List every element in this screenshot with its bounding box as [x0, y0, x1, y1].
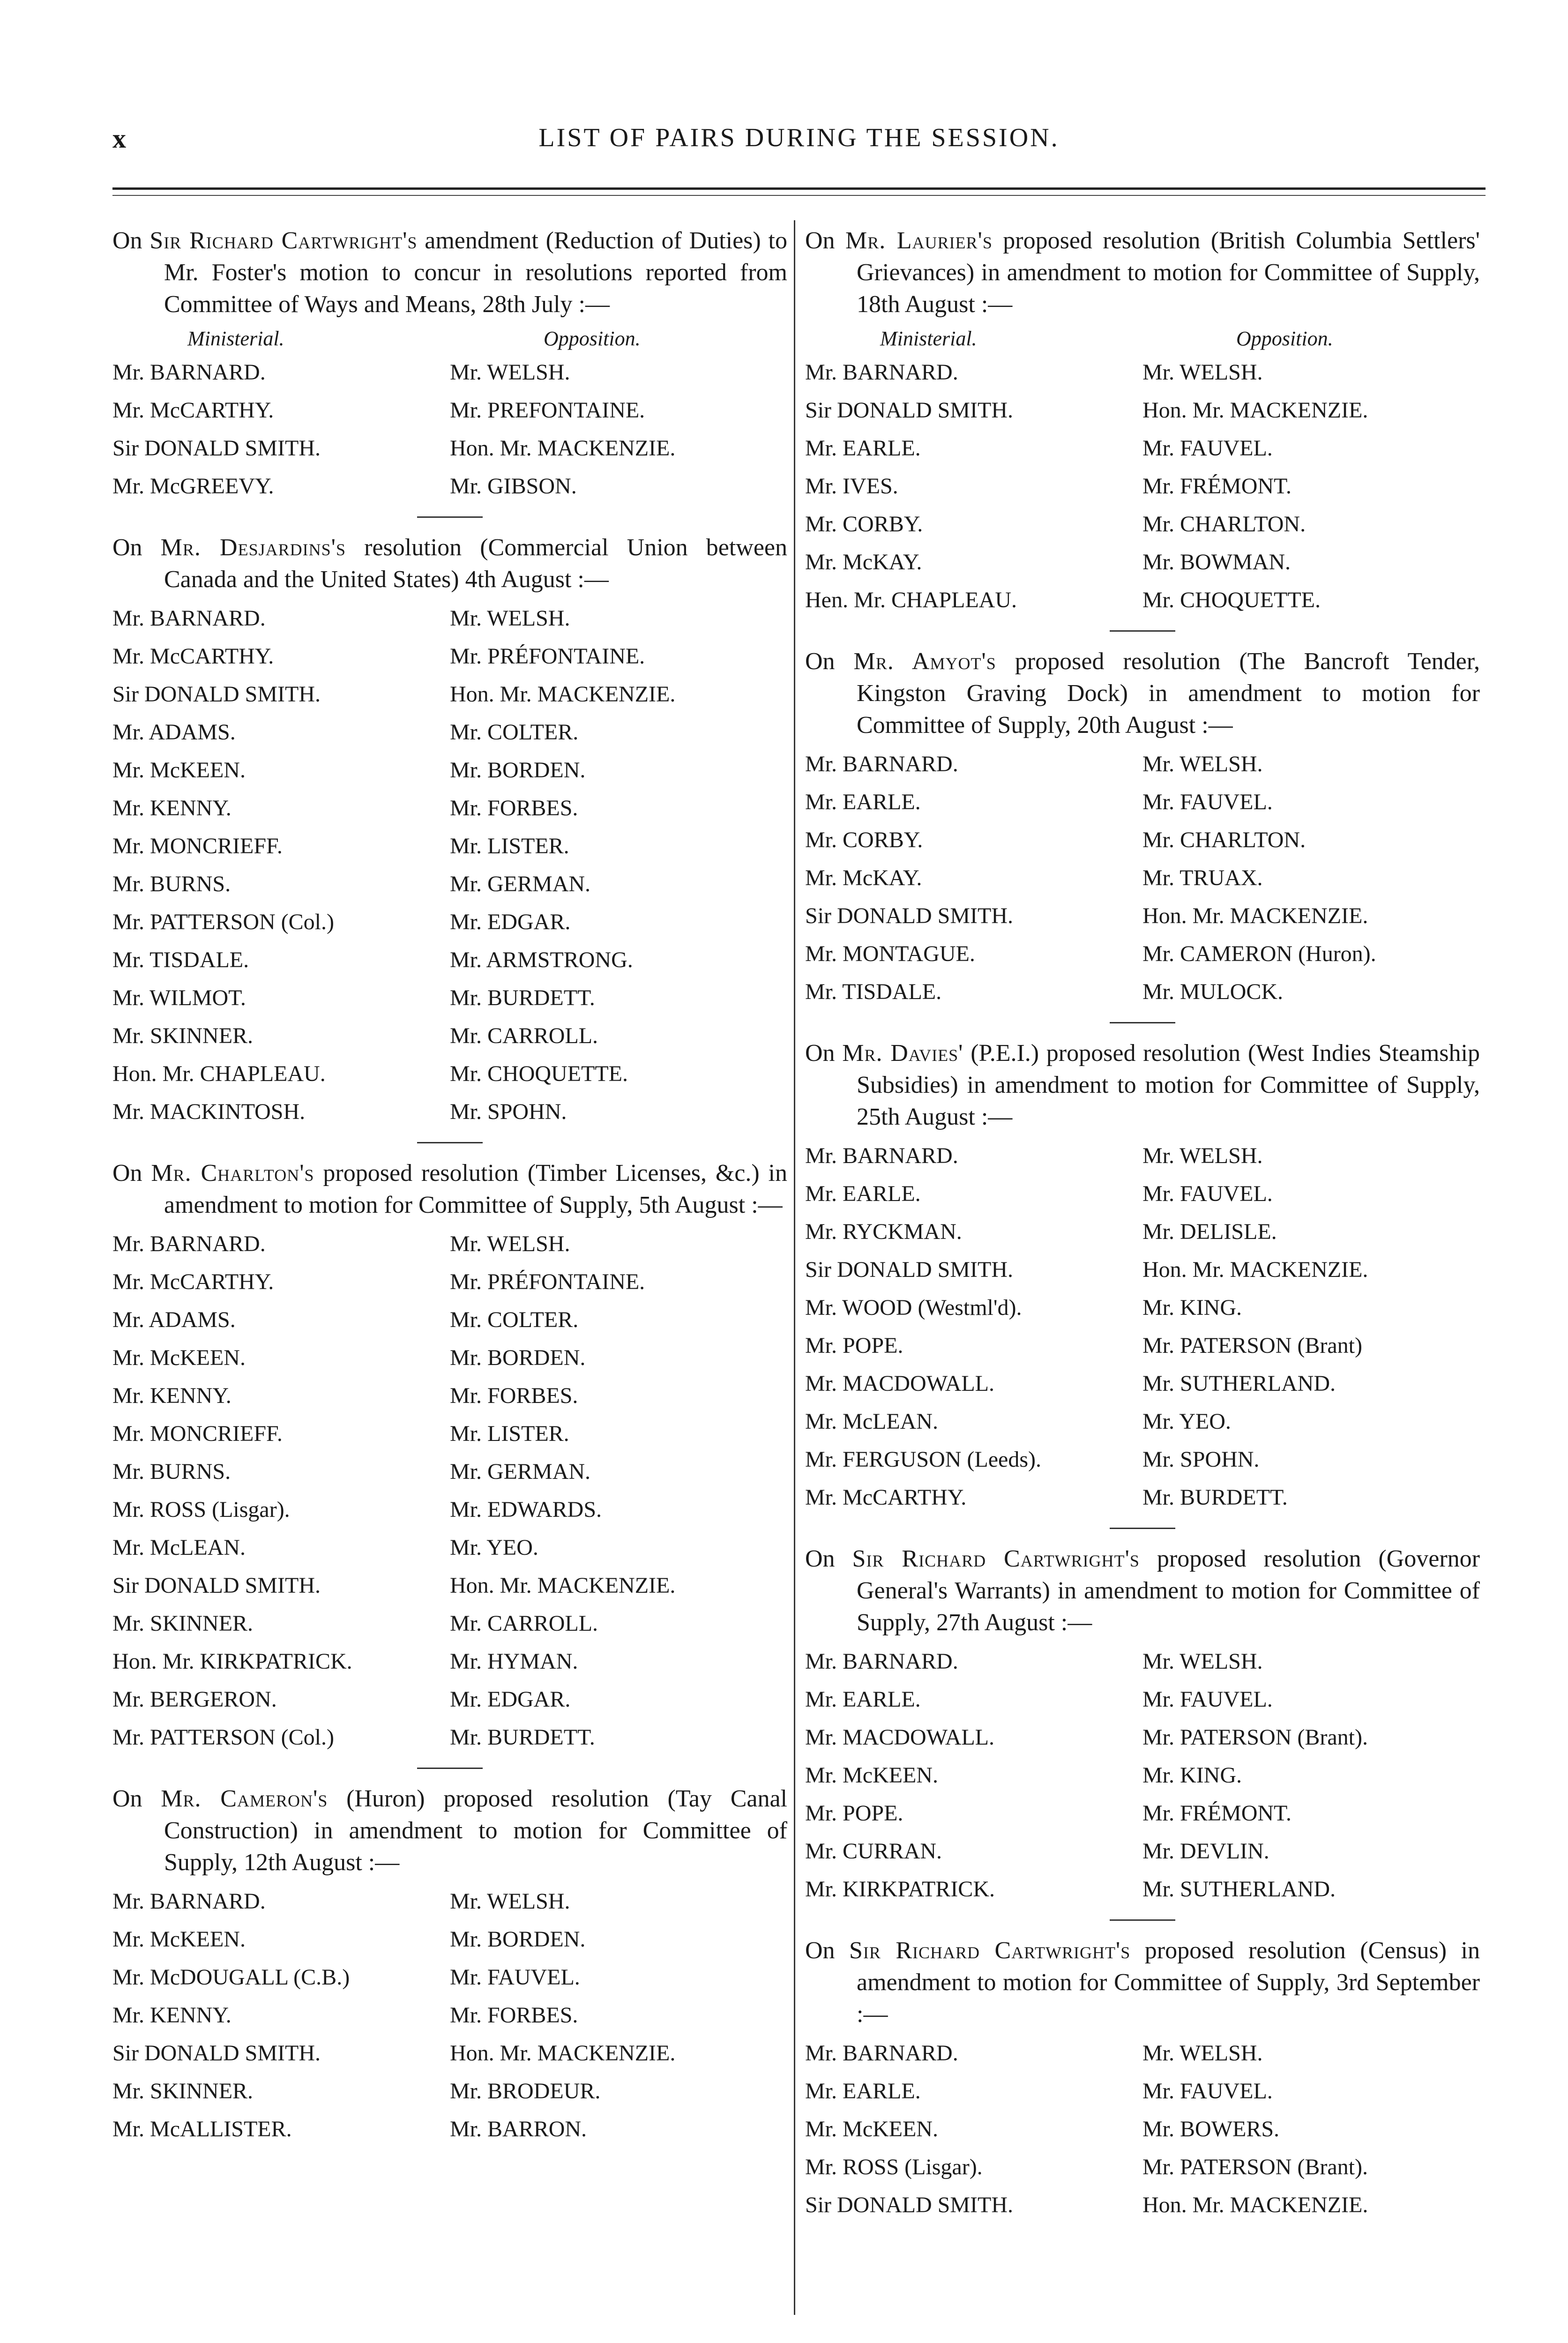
mover-name: Sir Richard Cartwright's — [149, 227, 418, 254]
pair-row — [112, 1680, 787, 1718]
opposition-member: Mr. WELSH. — [1142, 1143, 1263, 1168]
mover-name: Mr. Amyot's — [853, 648, 996, 675]
opposition-member: Mr. WELSH. — [450, 1231, 570, 1256]
pair-row — [112, 1996, 787, 2034]
ministerial-member: Mr. BARNARD. — [805, 1649, 958, 1674]
opposition-member: Mr. GERMAN. — [450, 872, 591, 896]
pair-row — [112, 941, 787, 979]
pair-row — [805, 1718, 1480, 1756]
opposition-member: Mr. FAUVEL. — [1142, 436, 1273, 461]
ministerial-member: Hon. Mr. KIRKPATRICK. — [112, 1649, 352, 1674]
intro-text: proposed resolution (Governor General's Warrants) in amendment to motion for Committee of Supply, 27th August :— — [857, 1545, 1480, 1636]
ministerial-member: Mr. BARNARD. — [805, 2041, 958, 2066]
pair-row — [805, 2072, 1480, 2110]
section-intro: On Mr. Cameron's (Huron) proposed resolution (Tay Canal Construction) in amendment to motion for Committee of Supply, 12th August :— — [112, 1785, 787, 1876]
section-separator — [1110, 630, 1175, 632]
ministerial-member: Mr. EARLE. — [805, 1181, 921, 1206]
section-separator — [1110, 1528, 1175, 1529]
pair-row — [805, 1440, 1480, 1478]
running-title: LIST OF PAIRS DURING THE SESSION. — [538, 123, 1060, 152]
opposition-member: Hon. Mr. MACKENZIE. — [450, 2041, 676, 2066]
opposition-member: Mr. BRODEUR. — [450, 2079, 601, 2104]
pair-row — [112, 1093, 787, 1131]
section-intro: On Mr. Davies' (P.E.I.) proposed resolution (West Indies Steamship Subsidies) in amendment to motion for Committee of Supply, 25th August :— — [805, 1040, 1480, 1130]
opposition-member: Mr. FAUVEL. — [450, 1965, 580, 1990]
pair-row — [112, 1301, 787, 1339]
pair-row — [805, 935, 1480, 973]
ministerial-member: Mr. McKAY. — [805, 550, 922, 575]
ministerial-member: Mr. EARLE. — [805, 790, 921, 814]
opposition-member: Mr. COLTER. — [450, 1307, 579, 1332]
ministerial-member: Mr. PATTERSON (Col.) — [112, 910, 334, 934]
pair-row — [112, 353, 787, 391]
pair-row — [112, 1920, 787, 1958]
opposition-member: Hon. Mr. MACKENZIE. — [1142, 398, 1368, 423]
ministerial-member: Mr. BARNARD. — [112, 1889, 266, 1914]
pair-row — [805, 1365, 1480, 1403]
opposition-member: Mr. FRÉMONT. — [1142, 1801, 1292, 1826]
opposition-member: Mr. CAMERON (Huron). — [1142, 941, 1376, 966]
opposition-member: Mr. CHOQUETTE. — [1142, 588, 1321, 612]
opposition-member: Mr. FORBES. — [450, 796, 578, 821]
ministerial-member: Sir DONALD SMITH. — [805, 903, 1013, 928]
ministerial-member: Sir DONALD SMITH. — [805, 1257, 1013, 1282]
column-headings — [805, 324, 1480, 353]
section-intro: On Sir Richard Cartwright's amendment (Reduction of Duties) to Mr. Foster's motion to concur in resolutions reported from Committee of Ways and Means, 28th July :— — [112, 227, 787, 318]
ministerial-member: Mr. BARNARD. — [112, 1231, 266, 1256]
pair-row — [805, 2034, 1480, 2072]
pair-row — [805, 1478, 1480, 1516]
pair-row — [805, 1642, 1480, 1680]
opposition-member: Mr. CARROLL. — [450, 1023, 598, 1048]
ministerial-member: Mr. ADAMS. — [112, 1307, 236, 1332]
ministerial-member: Sir DONALD SMITH. — [805, 2193, 1013, 2217]
pair-section — [112, 1783, 787, 2148]
ministerial-member: Sir DONALD SMITH. — [805, 398, 1013, 423]
opposition-member: Mr. YEO. — [1142, 1409, 1231, 1434]
ministerial-member: Mr. CURRAN. — [805, 1839, 942, 1864]
ministerial-member: Mr. MACKINTOSH. — [112, 1099, 306, 1124]
opposition-member: Hon. Mr. MACKENZIE. — [450, 682, 676, 707]
ministerial-member: Mr. CORBY. — [805, 828, 923, 852]
pair-row — [805, 1832, 1480, 1870]
intro-text: proposed resolution (Census) in amendment to motion for Committee of Supply, 3rd September :— — [857, 1937, 1480, 2028]
heading-ministerial: Ministerial. — [187, 327, 284, 350]
opposition-member: Mr. KING. — [1142, 1763, 1242, 1788]
opposition-member: Mr. PATERSON (Brant). — [1142, 2155, 1368, 2179]
pair-row — [805, 1137, 1480, 1175]
ministerial-member: Mr. KIRKPATRICK. — [805, 1877, 995, 1902]
ministerial-member: Mr. BARNARD. — [805, 1143, 958, 1168]
pair-row — [805, 1327, 1480, 1365]
ministerial-member: Mr. McCARTHY. — [112, 644, 274, 669]
ministerial-member: Mr. MONCRIEFF. — [112, 1421, 283, 1446]
ministerial-member: Mr. POPE. — [805, 1801, 903, 1826]
ministerial-member: Mr. KENNY. — [112, 796, 231, 821]
pair-row — [805, 353, 1480, 391]
opposition-member: Mr. BURDETT. — [1142, 1485, 1288, 1510]
pair-row — [805, 581, 1480, 619]
ministerial-member: Mr. TISDALE. — [112, 948, 249, 972]
pair-row — [112, 2110, 787, 2148]
pair-row — [112, 1642, 787, 1680]
ministerial-member: Mr. FERGUSON (Leeds). — [805, 1447, 1041, 1472]
section-separator — [417, 516, 483, 518]
ministerial-member: Mr. McGREEVY. — [112, 474, 274, 499]
opposition-member: Mr. WELSH. — [450, 360, 570, 385]
ministerial-member: Mr. McKEEN. — [112, 1345, 246, 1370]
opposition-member: Mr. PRÉFONTAINE. — [450, 644, 645, 669]
ministerial-member: Mr. MONTAGUE. — [805, 941, 975, 966]
pair-row — [112, 713, 787, 751]
ministerial-member: Mr. BARNARD. — [112, 606, 266, 631]
opposition-member: Mr. WELSH. — [1142, 2041, 1263, 2066]
pair-section — [805, 1935, 1480, 2224]
pair-row — [112, 1882, 787, 1920]
opposition-member: Mr. SUTHERLAND. — [1142, 1371, 1336, 1396]
pair-row — [805, 745, 1480, 783]
pair-row — [112, 903, 787, 941]
pair-row — [112, 1958, 787, 1996]
section-intro: On Mr. Desjardins's resolution (Commercial Union between Canada and the United States) 4th August :— — [112, 534, 788, 593]
pair-row — [805, 1680, 1480, 1718]
section-separator — [1110, 1919, 1175, 1921]
opposition-member: Mr. CARROLL. — [450, 1611, 598, 1636]
pair-row — [112, 1453, 787, 1491]
pair-row — [112, 1718, 787, 1756]
pair-row — [112, 865, 787, 903]
ministerial-member: Mr. EARLE. — [805, 2079, 921, 2104]
intro-text: proposed resolution (The Bancroft Tender, Kingston Graving Dock) in amendment to motion for Committee of Supply, 20th August :— — [857, 648, 1480, 739]
opposition-member: Mr. GIBSON. — [450, 474, 577, 499]
ministerial-member: Mr. McCARTHY. — [112, 1269, 274, 1294]
ministerial-member: Mr. McCARTHY. — [805, 1485, 967, 1510]
intro-text: proposed resolution (British Columbia Settlers' Grievances) in amendment to motion for Committee of Supply, 18th August :— — [857, 227, 1480, 318]
pair-row — [805, 897, 1480, 935]
pair-row — [112, 1339, 787, 1377]
pair-row — [112, 1567, 787, 1604]
opposition-member: Mr. CHARLTON. — [1142, 828, 1306, 852]
opposition-member: Mr. DEVLIN. — [1142, 1839, 1269, 1864]
header-rule-thin — [112, 195, 1486, 196]
ministerial-member: Mr. BARNARD. — [805, 360, 958, 385]
mover-name: Mr. Cameron's — [161, 1785, 328, 1812]
section-separator — [1110, 1022, 1175, 1023]
ministerial-member: Mr. KENNY. — [112, 2003, 231, 2028]
header-rule — [112, 187, 1486, 190]
pair-row — [805, 973, 1480, 1011]
ministerial-member: Mr. McLEAN. — [805, 1409, 938, 1434]
opposition-member: Mr. TRUAX. — [1142, 866, 1263, 890]
pair-row — [805, 1794, 1480, 1832]
ministerial-member: Mr. McKAY. — [805, 866, 922, 890]
opposition-member: Hon. Mr. MACKENZIE. — [1142, 903, 1368, 928]
intro-text: proposed resolution (Timber Licenses, &c.) in amendment to motion for Committee of Supply, 5th August :— — [164, 1160, 787, 1218]
opposition-member: Mr. FAUVEL. — [1142, 790, 1273, 814]
heading-ministerial: Ministerial. — [880, 327, 977, 350]
ministerial-member: Mr. POPE. — [805, 1333, 903, 1358]
pair-row — [805, 467, 1480, 505]
opposition-member: Mr. EDGAR. — [450, 1687, 571, 1712]
opposition-member: Mr. BURDETT. — [450, 1725, 595, 1750]
ministerial-member: Sir DONALD SMITH. — [112, 682, 321, 707]
opposition-member: Mr. GERMAN. — [450, 1459, 591, 1484]
pair-row — [112, 827, 787, 865]
ministerial-member: Mr. EARLE. — [805, 1687, 921, 1712]
section-intro: On Mr. Amyot's proposed resolution (The Bancroft Tender, Kingston Graving Dock) in amendment to motion for Committee of Supply, 20th August :— — [805, 648, 1480, 739]
opposition-member: Mr. HYMAN. — [450, 1649, 578, 1674]
opposition-member: Mr. FAUVEL. — [1142, 2079, 1273, 2104]
section-intro: On Sir Richard Cartwright's proposed resolution (Governor General's Warrants) in amendment to motion for Committee of Supply, 27th August :— — [805, 1545, 1480, 1636]
pair-row — [805, 2110, 1480, 2148]
pair-row — [805, 2148, 1480, 2186]
pair-row — [805, 543, 1480, 581]
ministerial-member: Mr. ROSS (Lisgar). — [112, 1497, 290, 1522]
pair-row — [112, 429, 787, 467]
ministerial-member: Mr. ROSS (Lisgar). — [805, 2155, 983, 2179]
ministerial-member: Mr. BURNS. — [112, 1459, 231, 1484]
ministerial-member: Mr. McCARTHY. — [112, 398, 274, 423]
mover-name: Mr. Davies' — [842, 1040, 963, 1067]
opposition-member: Mr. PREFONTAINE. — [450, 398, 645, 423]
pair-row — [112, 675, 787, 713]
pair-row — [805, 1175, 1480, 1213]
pair-section — [112, 532, 787, 1143]
intro-text: (P.E.I.) proposed resolution (West Indies Steamship Subsidies) in amendment to motion for Committee of Supply, 25th August :— — [857, 1040, 1480, 1130]
opposition-member: Hon. Mr. MACKENZIE. — [450, 1573, 676, 1598]
pair-row — [805, 859, 1480, 897]
pair-section — [805, 1543, 1480, 1921]
pair-row — [805, 1403, 1480, 1440]
ministerial-member: Mr. MONCRIEFF. — [112, 834, 283, 858]
pair-section — [112, 1157, 787, 1769]
ministerial-member: Mr. WILMOT. — [112, 985, 246, 1010]
column-divider — [794, 220, 795, 2315]
ministerial-member: Mr. CORBY. — [805, 512, 923, 537]
opposition-member: Mr. BOWERS. — [1142, 2117, 1280, 2142]
ministerial-member: Mr. MACDOWALL. — [805, 1371, 994, 1396]
pair-section — [805, 225, 1480, 632]
opposition-member: Mr. WELSH. — [1142, 1649, 1263, 1674]
opposition-member: Mr. FORBES. — [450, 1383, 578, 1408]
opposition-member: Mr. PATERSON (Brant). — [1142, 1725, 1368, 1750]
opposition-member: Mr. LISTER. — [450, 834, 569, 858]
pair-row — [805, 429, 1480, 467]
ministerial-member: Mr. SKINNER. — [112, 2079, 254, 2104]
pair-row — [112, 637, 787, 675]
pair-section — [112, 225, 787, 518]
pair-row — [805, 1756, 1480, 1794]
ministerial-member: Mr. BARNARD. — [805, 752, 958, 776]
opposition-member: Mr. SPOHN. — [1142, 1447, 1260, 1472]
intro-text: (Huron) proposed resolution (Tay Canal Construction) in amendment to motion for Committee of Supply, 12th August :— — [164, 1785, 787, 1876]
opposition-member: Mr. BURDETT. — [450, 985, 595, 1010]
ministerial-member: Mr. McALLISTER. — [112, 2117, 292, 2142]
intro-text: resolution (Commercial Union between Canada and the United States) 4th August :— — [164, 534, 788, 593]
section-intro: On Mr. Laurier's proposed resolution (British Columbia Settlers' Grievances) in amendment to motion for Committee of Supply, 18th August :— — [805, 227, 1480, 318]
section-separator — [417, 1142, 483, 1143]
pair-row — [805, 783, 1480, 821]
opposition-member: Mr. DELISLE. — [1142, 1219, 1277, 1244]
opposition-member: Hon. Mr. MACKENZIE. — [1142, 1257, 1368, 1282]
ministerial-member: Mr. McLEAN. — [112, 1535, 246, 1560]
opposition-member: Mr. LISTER. — [450, 1421, 569, 1446]
opposition-member: Mr. KING. — [1142, 1295, 1242, 1320]
intro-text: amendment (Reduction of Duties) to Mr. Foster's motion to concur in resolutions reported from Committee of Ways and Means, 28th July :— — [164, 227, 787, 318]
left-column — [112, 225, 787, 2158]
mover-name: Mr. Desjardins's — [160, 534, 346, 561]
opposition-member: Mr. FORBES. — [450, 2003, 578, 2028]
ministerial-member: Mr. EARLE. — [805, 436, 921, 461]
mover-name: Mr. Laurier's — [845, 227, 993, 254]
pair-row — [112, 1225, 787, 1263]
pair-row — [112, 751, 787, 789]
heading-opposition: Opposition. — [1236, 327, 1333, 350]
opposition-member: Mr. WELSH. — [1142, 752, 1263, 776]
ministerial-member: Mr. KENNY. — [112, 1383, 231, 1408]
pair-row — [112, 1263, 787, 1301]
opposition-member: Mr. WELSH. — [1142, 360, 1263, 385]
opposition-member: Mr. WELSH. — [450, 606, 570, 631]
column-headings — [112, 324, 787, 353]
ministerial-member: Mr. WOOD (Westml'd). — [805, 1295, 1022, 1320]
pair-row — [112, 1415, 787, 1453]
ministerial-member: Mr. McKEEN. — [112, 1927, 246, 1952]
ministerial-member: Mr. McKEEN. — [112, 758, 246, 783]
opposition-member: Mr. CHOQUETTE. — [450, 1061, 628, 1086]
ministerial-member: Mr. SKINNER. — [112, 1023, 254, 1048]
opposition-member: Hon. Mr. MACKENZIE. — [450, 436, 676, 461]
opposition-member: Mr. BORDEN. — [450, 1927, 586, 1952]
opposition-member: Mr. CHARLTON. — [1142, 512, 1306, 537]
pair-section — [805, 646, 1480, 1023]
pair-row — [805, 1213, 1480, 1251]
opposition-member: Mr. COLTER. — [450, 720, 579, 745]
opposition-member: Mr. BOWMAN. — [1142, 550, 1291, 575]
ministerial-member: Mr. BERGERON. — [112, 1687, 277, 1712]
pair-row — [112, 2072, 787, 2110]
ministerial-member: Hen. Mr. CHAPLEAU. — [805, 588, 1017, 612]
pair-row — [112, 599, 787, 637]
pair-row — [112, 1604, 787, 1642]
pair-row — [805, 505, 1480, 543]
right-column — [805, 225, 1480, 2234]
opposition-member: Mr. PATERSON (Brant) — [1142, 1333, 1362, 1358]
mover-name: Sir Richard Cartwright's — [849, 1937, 1131, 1964]
opposition-member: Mr. BORDEN. — [450, 758, 586, 783]
opposition-member: Mr. PRÉFONTAINE. — [450, 1269, 645, 1294]
pair-row — [112, 1491, 787, 1529]
ministerial-member: Mr. RYCKMAN. — [805, 1219, 962, 1244]
opposition-member: Mr. BORDEN. — [450, 1345, 586, 1370]
opposition-member: Mr. SUTHERLAND. — [1142, 1877, 1336, 1902]
pair-section — [805, 1037, 1480, 1529]
opposition-member: Mr. FAUVEL. — [1142, 1687, 1273, 1712]
opposition-member: Hon. Mr. MACKENZIE. — [1142, 2193, 1368, 2217]
ministerial-member: Mr. PATTERSON (Col.) — [112, 1725, 334, 1750]
opposition-member: Mr. BARRON. — [450, 2117, 587, 2142]
ministerial-member: Mr. BURNS. — [112, 872, 231, 896]
ministerial-member: Sir DONALD SMITH. — [112, 1573, 321, 1598]
pair-row — [112, 391, 787, 429]
opposition-member: Mr. EDWARDS. — [450, 1497, 602, 1522]
ministerial-member: Sir DONALD SMITH. — [112, 2041, 321, 2066]
heading-opposition: Opposition. — [544, 327, 641, 350]
pair-row — [805, 1289, 1480, 1327]
ministerial-member: Mr. ADAMS. — [112, 720, 236, 745]
opposition-member: Mr. ARMSTRONG. — [450, 948, 633, 972]
mover-name: Mr. Charlton's — [151, 1160, 314, 1186]
section-intro: On Sir Richard Cartwright's proposed resolution (Census) in amendment to motion for Committee of Supply, 3rd September :— — [805, 1937, 1480, 2028]
ministerial-member: Mr. SKINNER. — [112, 1611, 254, 1636]
pair-row — [805, 391, 1480, 429]
pair-row — [805, 2186, 1480, 2224]
pair-row — [112, 1377, 787, 1415]
opposition-member: Mr. MULOCK. — [1142, 979, 1284, 1004]
opposition-member: Mr. YEO. — [450, 1535, 538, 1560]
pair-row — [112, 467, 787, 505]
pair-row — [112, 979, 787, 1017]
ministerial-member: Sir DONALD SMITH. — [112, 436, 321, 461]
opposition-member: Mr. FAUVEL. — [1142, 1181, 1273, 1206]
section-separator — [417, 1768, 483, 1769]
ministerial-member: Mr. TISDALE. — [805, 979, 942, 1004]
pair-row — [805, 1870, 1480, 1908]
opposition-member: Mr. SPOHN. — [450, 1099, 567, 1124]
opposition-member: Mr. EDGAR. — [450, 910, 571, 934]
pair-row — [805, 1251, 1480, 1289]
opposition-member: Mr. WELSH. — [450, 1889, 570, 1914]
pair-row — [112, 2034, 787, 2072]
ministerial-member: Hon. Mr. CHAPLEAU. — [112, 1061, 326, 1086]
pair-row — [112, 1529, 787, 1567]
page-header — [112, 123, 1486, 160]
mover-name: Sir Richard Cartwright's — [852, 1545, 1140, 1572]
opposition-member: Mr. FRÉMONT. — [1142, 474, 1292, 499]
section-intro: On Mr. Charlton's proposed resolution (Timber Licenses, &c.) in amendment to motion for Committee of Supply, 5th August :— — [112, 1160, 787, 1218]
page-number: x — [112, 123, 126, 154]
ministerial-member: Mr. McDOUGALL (C.B.) — [112, 1965, 350, 1990]
ministerial-member: Mr. McKEEN. — [805, 2117, 938, 2142]
ministerial-member: Mr. BARNARD. — [112, 360, 266, 385]
ministerial-member: Mr. McKEEN. — [805, 1763, 938, 1788]
ministerial-member: Mr. IVES. — [805, 474, 898, 499]
pair-row — [805, 821, 1480, 859]
pair-row — [112, 1055, 787, 1093]
ministerial-member: Mr. MACDOWALL. — [805, 1725, 994, 1750]
pair-row — [112, 789, 787, 827]
pair-row — [112, 1017, 787, 1055]
